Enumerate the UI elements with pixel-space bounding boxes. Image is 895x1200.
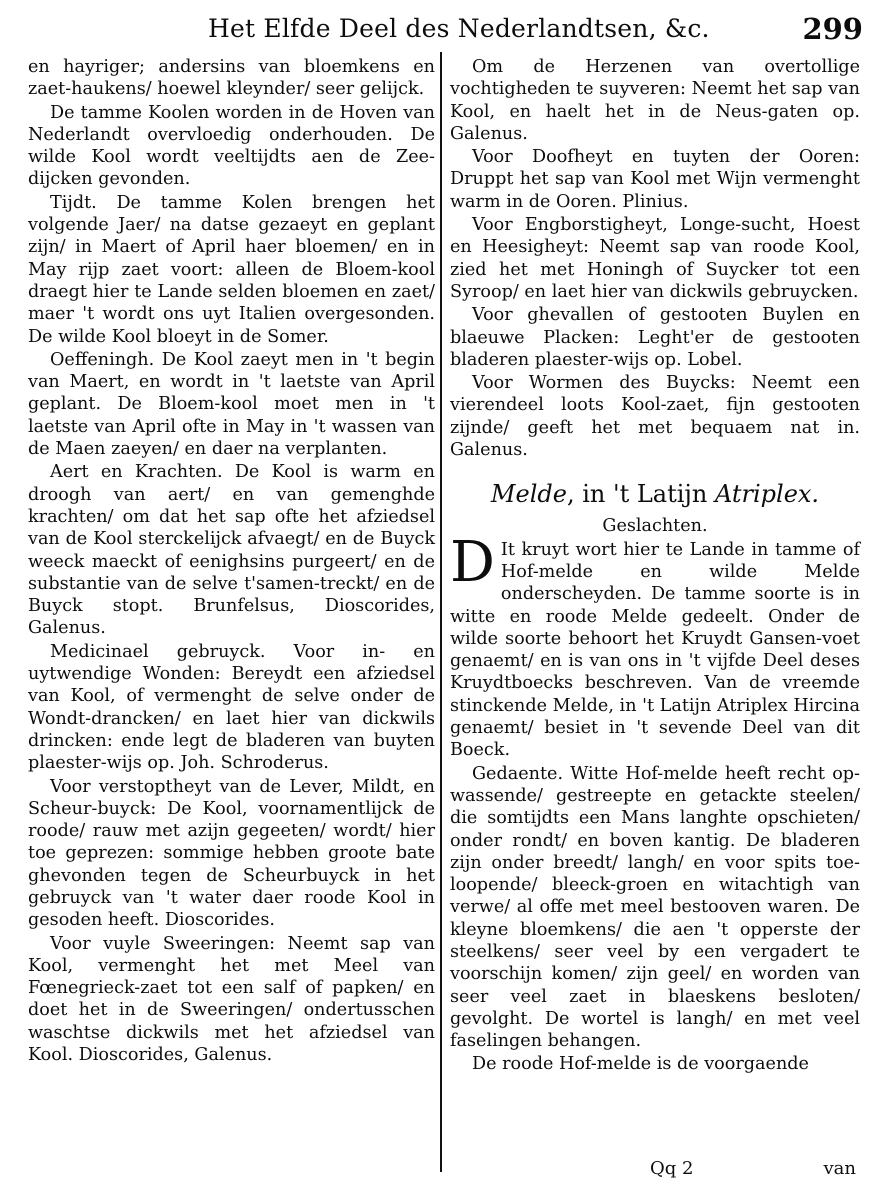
section-title-connector: , in 't Latijn	[566, 480, 708, 509]
paragraph: Om de Herzenen van overtollige vochtigheden te suyveren: Neemt het sap van Kool, en haelt het in de Neus-gaten op. Galenus.	[450, 57, 860, 144]
drop-cap: D	[450, 529, 495, 595]
page-number: 299	[802, 12, 863, 46]
section-heading	[450, 479, 860, 509]
paragraph: Medicinael gebruyck. Voor in- en uytwendige Wonden: Bereydt een afziedsel van Kool, of vermenght de selve onder de Wondt-drancken/ en laet hier van dickwils drincken: ende legt de bladeren van buyten plaester-wijs op. Joh. Schroderus.	[28, 641, 435, 774]
paragraph-text: It kruyt wort hier te Lande in tamme of Hof-melde en wilde Melde onderscheyden. De tamme soorte is in witte en roode Melde gedeelt. Onder de wilde soorte behoort het Kruydt Gansen-voet genaemt/ en is van ons in 't vijfde Deel deses Kruydtboecks beschreven. Van de vreemde stinckende Melde, in 't Latijn Atriplex Hircina genaemt/ besiet in 't sevende Deel van dit Boeck.	[450, 539, 860, 761]
signature-mark: Qq 2	[650, 1158, 694, 1179]
subheading: Geslachten.	[602, 516, 708, 537]
section-title: Melde	[490, 480, 567, 509]
paragraph: De roode Hof-melde is de voorgaende	[472, 1054, 809, 1075]
right-column	[450, 56, 860, 1077]
section-title-latin: Atriplex.	[714, 480, 820, 509]
paragraph	[450, 529, 860, 762]
paragraph: Voor Engborstigheyt, Longe-sucht, Hoest en Heesigheyt: Neemt sap van roode Kool, zied het met Honingh of Suycker tot een Syroop/ en laet hier van dickwils gebruycken.	[450, 215, 860, 302]
paragraph: Gedaente. Witte Hof-melde heeft recht op-wassende/ gestreepte en getackte steelen/ die somtijdts een Mans langhte opschieten/ onder rondt/ en boven kantig. De bladeren zijn onder breedt/ langh/ en voor spits toe-loopende/ bleeck-groen en witachtigh van verwe/ al offe met meel bestooven waren. De kleyne bloemkens/ die aen 't opperste der steelkens/ seer veel by een vergadert te voorschijn komen/ zijn geel/ en worden van seer veel zaet in blaeskens besloten/ gevolght. De wortel is langh/ en met veel faselingen behangen.	[450, 763, 860, 1052]
paragraph: Voor ghevallen of gestooten Buylen en blaeuwe Placken: Leght'er de gestooten bladeren plaester-wijs op. Lobel.	[450, 305, 860, 370]
paragraph: Aert en Krachten. De Kool is warm en droogh van aert/ en van gemenghde krachten/ om dat het sap ofte het afziedsel van de Kool sterckelijck afvaegt/ en de Buyck weeck maeckt of eenighsins purgeert/ en de substantie van de selve t'samen-treckt/ en de Buyck stopt. Brunfelsus, Dioscorides, Galenus.	[28, 462, 435, 639]
paragraph: Voor Wormen des Buycks: Neemt een vierendeel loots Kool-zaet, fijn gestooten zijnde/ geeft het met bequaem nat in. Galenus.	[450, 373, 860, 461]
paragraph: De tamme Koolen worden in de Hoven van Nederlandt overvloedig onderhouden. De wilde Kool wordt veeltijdts aen de Zee-dijcken gevonden.	[28, 102, 435, 190]
paragraph: Voor Doofheyt en tuyten der Ooren: Druppt het sap van Kool met Wijn vermenght warm in de Ooren. Plinius.	[450, 147, 860, 212]
running-title: Het Elfde Deel des Nederlandtsen, &c.	[208, 14, 710, 43]
paragraph: Tijdt. De tamme Kolen brengen het volgende Jaer/ na datse gezaeyt en geplant zijn/ in Maert of April haer bloemen/ en in May rijp zaet voort: alleen de Bloem-kool draegt hier te Lande selden bloemen en zaet/ maer 't wordt ons uyt Italien overgesonden. De wilde Kool bloeyt in de Somer.	[28, 192, 435, 347]
column-divider	[440, 52, 442, 1172]
page-header	[0, 10, 895, 50]
paragraph: en hayriger; andersins van bloemkens en zaet-haukens/ hoewel kleynder/ seer gelijck.	[28, 57, 435, 100]
paragraph: Oeffeningh. De Kool zaeyt men in 't begin van Maert, en wordt in 't laetste van April geplant. De Bloem-kool moet men in 't laetste van April ofte in May in 't wassen van de Maen zaeyen/ en daer na verplanten.	[28, 349, 435, 460]
catchword: van	[823, 1158, 856, 1179]
paragraph: Voor vuyle Sweeringen: Neemt sap van Kool, vermenght het met Meel van Fœnegrieck-zaet tot een salf of papken/ en doet het in de Sweeringen/ ondertusschen waschtse dickwils met het afziedsel van Kool. Dioscorides, Galenus.	[28, 933, 435, 1066]
left-column	[28, 56, 435, 1067]
paragraph: Voor verstoptheyt van de Lever, Mildt, en Scheur-buyck: De Kool, voornamentlijck de roode/ rauw met azijn gegeeten/ wordt/ hier toe geprezen: sommige hebben groote bate ghevonden tegen de Scheurbuyck in het gebruyck van 't water daer roode Kool in gesoden heeft. Dioscorides.	[28, 776, 435, 931]
